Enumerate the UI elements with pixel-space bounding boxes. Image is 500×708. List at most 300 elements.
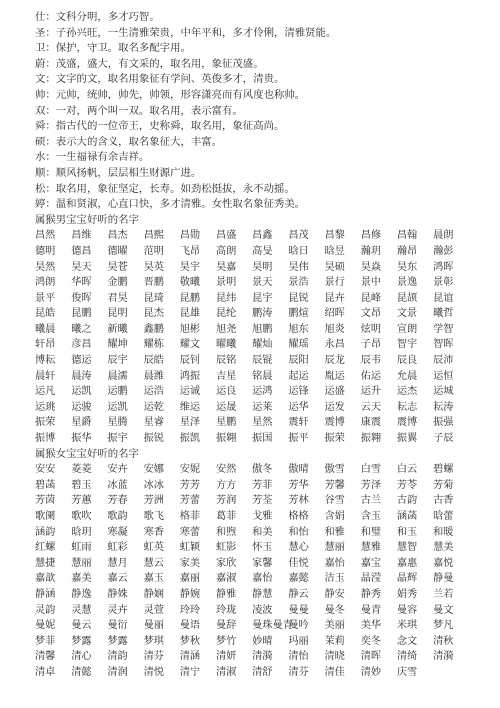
name-cell: 昆琦 [143,292,164,304]
name-cell: 灵韵 [35,604,56,616]
name-cell: 洁玉 [324,573,345,585]
name-cell: 昆明 [107,308,128,320]
name-cell: 昆鹏 [179,292,201,304]
name-cell: 嘉宝 [360,557,382,569]
name-cell: 茉莉 [324,635,345,647]
name-cell: 慧丽 [71,557,92,569]
name-cell: 振宇 [107,433,128,445]
name-cell: 瀚玥 [360,245,382,257]
name-cell: 运鹏 [107,386,128,398]
name-cell: 曼容 [396,604,418,616]
name-cell: 谷雪 [324,495,345,507]
name-cell: 曼衍 [107,620,128,632]
name-cell: 星腾 [107,417,128,429]
name-cell: 鸿晖 [433,261,454,273]
name-cell: 旭彬 [179,323,201,335]
name-cell: 昌茂 [288,230,309,242]
name-cell: 昊嘉 [215,261,237,273]
name-cell: 运凡 [35,386,56,398]
name-cell: 昊硕 [324,261,345,273]
name-cell: 冰冰 [143,479,164,491]
name-cell: 吉星 [215,370,237,382]
name-cell: 昆杰 [143,308,164,320]
name-cell: 慧心 [288,542,309,554]
name-cell: 碧菡 [35,479,56,491]
name-cell: 耀灿 [252,339,273,351]
name-cell: 碧螺 [433,464,454,476]
name-cell: 晶滢 [360,573,382,585]
name-cell: 耀坤 [107,339,128,351]
name-cell: 昊天 [71,261,92,273]
name-cell: 辰韦 [360,355,382,367]
name-cell: 家馨 [252,557,273,569]
name-cell: 晨涛 [71,370,92,382]
name-cell: 华晖 [71,277,92,289]
name-cell: 彦昌 [71,339,92,351]
name-cell: 慧美 [433,542,454,554]
name-cell: 旭鹏 [252,323,273,335]
name-cell: 星泽 [179,417,201,429]
name-cell: 晗蕾 [433,511,454,522]
name-cell: 运凯 [107,401,128,413]
name-cell: 美丽 [324,620,345,632]
name-cell: 嘉怡 [252,573,273,585]
name-cell: 震博 [396,417,418,429]
name-cell: 清润 [107,666,128,678]
name-cell: 晋鹏 [143,277,164,289]
name-cell: 旭尧 [215,323,237,335]
name-cell: 曼文 [433,604,454,616]
name-cell: 清芬 [288,666,309,678]
name-cell: 虹雨 [71,542,92,554]
name-cell: 和璧 [360,526,382,538]
name-cell: 永昌 [324,339,345,351]
girl-names-heading: 属猴女宝宝好听的名字 [35,447,139,460]
name-cell: 景彰 [433,277,454,289]
name-cell: 昌勋 [179,230,201,242]
name-cell: 昆鹏 [71,308,92,320]
name-cell: 震博 [324,417,345,429]
name-cell: 清妙 [360,666,382,678]
name-cell: 晨濡 [107,370,128,382]
name-cell: 铭晨 [252,370,273,382]
name-cell: 静姝 [107,588,128,600]
name-cell: 静曼 [433,573,454,585]
name-cell: 静涵 [35,588,56,600]
name-cell: 博耘 [35,355,56,367]
name-cell: 旭炎 [324,323,345,335]
name-cell: 昆雄 [179,308,201,320]
name-cell: 运珧 [35,401,56,413]
name-cell: 嘉丽 [179,573,201,585]
name-cell: 星鹏 [215,417,237,429]
definition-item: 顺：顺风扬帆，层层相生财源广进。 [35,166,202,179]
name-cell: 清漪 [433,651,454,663]
name-cell: 辰沛 [433,355,454,367]
name-cell: 芳茵 [35,495,56,507]
name-cell: 旭东 [288,323,309,335]
name-cell: 和雅 [324,526,345,538]
name-cell: 慧月 [107,557,128,569]
name-cell: 俊晖 [71,292,92,304]
name-cell: 振锐 [143,433,164,445]
name-cell: 家美 [179,557,201,569]
name-cell: 振翱 [215,433,237,445]
name-cell: 清悦 [143,666,164,678]
name-cell: 寒凝 [107,526,128,538]
name-cell: 起运 [288,370,309,382]
name-cell: 红螺 [35,542,56,554]
name-cell: 和煦 [215,526,237,538]
name-cell: 清涵 [179,651,201,663]
name-cell: 震轩 [288,417,309,429]
name-cell: 辰宇 [107,355,128,367]
name-cell: 晶辉 [396,573,418,585]
name-cell: 安然 [215,464,237,476]
name-cell: 格菲 [179,511,201,522]
name-cell: 嘉悦 [433,557,454,569]
name-cell: 方方 [215,479,237,491]
name-cell: 怀玉 [252,542,273,554]
name-cell: 鹏涛 [252,308,273,320]
name-cell: 振荣 [35,417,56,429]
name-cell: 绍晖 [324,308,345,320]
name-cell: 鸿朗 [35,277,56,289]
name-cell: 白云 [396,464,418,476]
name-cell: 晨朗 [433,230,454,242]
name-cell: 虹影 [215,542,237,554]
name-cell: 歌飞 [143,511,164,522]
name-cell: 佑运 [360,370,382,382]
name-cell: 芳芳 [179,479,201,491]
name-cell: 曼语 [179,620,201,632]
name-cell: 嘉怡 [324,557,345,569]
name-cell: 嘉云 [107,573,128,585]
name-cell: 芳华 [288,479,309,491]
name-cell: 静云 [288,588,309,600]
name-cell: 寒蕾 [179,526,201,538]
name-cell: 运凯 [71,386,92,398]
name-cell: 碧玉 [71,479,92,491]
name-cell: 凌波 [252,604,273,616]
name-cell: 玲玲 [179,604,201,616]
definition-item: 帅：元帅，统帅，帅先，帅领，形容潇亮而有风度也称帅。 [35,88,306,101]
name-cell: 运浩 [143,386,164,398]
definition-item: 舜：指古代的一位帝王，史称舜，取名用，象征高尚。 [35,120,285,133]
name-cell: 清漪 [252,651,273,663]
name-cell: 曼冬 [324,604,345,616]
name-cell: 慧丽 [324,542,345,554]
name-cell: 清懿 [71,666,92,678]
name-cell: 静慧 [252,588,273,600]
name-cell: 振国 [252,433,273,445]
name-cell: 运鸿 [252,386,273,398]
name-cell: 德昌 [71,245,92,257]
name-cell: 佳悦 [288,557,309,569]
name-cell: 轩昂 [35,339,56,351]
name-cell: 昌鑫 [252,230,273,242]
name-cell: 昆谊 [433,292,454,304]
name-cell: 德运 [71,355,92,367]
name-cell: 清心 [71,651,92,663]
name-cell: 玲珑 [215,604,237,616]
name-cell: 清佳 [324,666,345,678]
name-cell: 芳菲 [252,479,273,491]
definition-item: 圣：子孙兴旺，一生清雅荣贵，中年平和，多才伶俐，清雅贤能。 [35,26,337,39]
name-cell: 昊伟 [288,261,309,273]
definition-item: 卫：保护，守卫。取名多配字用。 [35,42,191,55]
name-cell: 灵萱 [143,604,164,616]
name-cell: 振平 [288,433,309,445]
name-cell: 文景 [396,308,418,320]
name-cell: 运锋 [288,386,309,398]
name-cell: 范明 [143,245,164,257]
boy-names-heading: 属猴男宝宝好听的名字 [35,213,139,226]
name-cell: 妙晴 [252,635,273,647]
name-cell: 梦露 [71,635,92,647]
name-cell: 歌阑 [35,511,56,522]
name-cell: 芳苓 [396,479,418,491]
name-cell: 运晟 [215,401,237,413]
name-cell: 辰皓 [143,355,164,367]
name-cell: 晗昱 [324,245,345,257]
name-cell: 玛丽 [288,635,309,647]
name-cell: 运城 [433,386,454,398]
name-cell: 允晨 [396,370,418,382]
definition-item: 蔚：茂盛，盛大，有文采的，取名用，象征茂盛。 [35,57,264,70]
name-cell: 运恒 [433,370,454,382]
name-cell: 静雅 [215,588,237,600]
name-cell: 金鹏 [107,277,128,289]
name-cell: 古兰 [360,495,382,507]
name-cell: 芳洲 [143,495,164,507]
name-cell: 景中 [360,277,382,289]
name-cell: 清晓 [324,651,345,663]
name-cell: 曼珠曼青 [252,620,293,632]
name-cell: 灵卉 [107,604,128,616]
name-cell: 昌杰 [107,230,128,242]
name-cell: 虹彩 [107,542,128,554]
name-cell: 耀文 [179,339,201,351]
name-cell: 辰良 [396,355,418,367]
name-cell: 振荣 [324,433,345,445]
name-cell: 曜曦 [215,339,237,351]
name-cell: 德曜 [107,245,128,257]
name-cell: 曼青 [360,604,382,616]
name-cell: 米琪 [396,620,418,632]
name-cell: 歌吹 [71,511,92,522]
name-cell: 胤运 [324,370,345,382]
name-cell: 静逸 [71,588,92,600]
name-cell: 美华 [360,620,382,632]
name-cell: 运良 [215,386,237,398]
name-cell: 清晖 [360,651,382,663]
name-cell: 清芬 [143,651,164,663]
name-cell: 运盛 [324,386,345,398]
name-cell: 清怡 [288,651,309,663]
name-cell: 庆雪 [396,666,418,678]
name-cell: 静安 [324,588,345,600]
name-cell: 清舒 [252,666,273,678]
name-cell: 梦竹 [215,635,237,647]
name-cell: 运发 [324,401,345,413]
name-cell: 安妮 [179,464,201,476]
name-cell: 曦哲 [433,308,454,320]
name-cell: 运华 [288,401,309,413]
name-cell: 梦露 [107,635,128,647]
name-cell: 和玉 [396,526,418,538]
name-cell: 文昂 [360,308,382,320]
name-cell: 振翼 [396,433,418,445]
name-cell: 清卓 [35,666,56,678]
name-cell: 清宁 [179,666,201,678]
name-cell: 昆卉 [324,292,345,304]
name-cell: 耀瑶 [288,339,309,351]
name-cell: 学智 [433,323,454,335]
definition-item: 松：取名用，象征坚定，长寿。如劲松挺拔，永不动摇。 [35,182,295,195]
name-cell: 曼云 [71,620,92,632]
girl-names-grid [35,462,488,680]
name-cell: 静婉 [179,588,201,600]
name-cell: 含娟 [324,511,345,522]
name-cell: 昌维 [71,230,92,242]
name-cell: 飞昂 [179,245,201,257]
name-cell: 景明 [215,277,237,289]
name-cell: 昆纬 [215,292,237,304]
name-cell: 寒香 [143,526,164,538]
name-cell: 辰钊 [179,355,201,367]
name-cell: 静娴 [143,588,164,600]
name-cell: 芳蕾 [179,495,201,507]
name-cell: 傲冬 [252,464,273,476]
name-cell: 昊然 [35,261,56,273]
name-cell: 梦凡 [433,620,454,632]
name-cell: 昊宇 [179,261,201,273]
name-cell: 瀚彭 [433,245,454,257]
name-cell: 星睿 [143,417,164,429]
name-cell: 虹英 [143,542,164,554]
name-cell: 傲雪 [324,464,345,476]
name-cell: 曼妮 [35,620,56,632]
name-cell: 涵韵 [35,526,56,538]
name-cell: 昆峰 [360,292,382,304]
name-cell: 辰龙 [324,355,345,367]
name-cell: 清绮 [396,651,418,663]
name-cell: 晨潍 [143,370,164,382]
definition-item: 婷：温和贤淑，心直口快，多才清雅。女性取名象征秀美。 [35,198,306,211]
name-cell: 炫明 [360,323,382,335]
name-cell: 和美 [252,526,273,538]
name-cell: 曼丽 [143,620,164,632]
name-cell: 嘉淑 [215,573,237,585]
name-cell: 景浩 [288,277,309,289]
name-cell: 星爵 [71,417,92,429]
name-cell: 振强 [433,417,454,429]
name-cell: 振博 [35,433,56,445]
name-cell: 古香 [433,495,454,507]
name-cell: 辰铭 [215,355,237,367]
name-cell: 辰锟 [252,355,273,367]
name-cell: 鹏煊 [288,308,309,320]
name-cell: 灵慧 [71,604,92,616]
name-cell: 昌熙 [143,230,164,242]
name-cell: 敬曦 [179,277,201,289]
name-cell: 运诚 [179,386,201,398]
name-cell: 芳泽 [360,479,382,491]
name-cell: 慧云 [143,557,164,569]
name-cell: 昊苍 [107,261,128,273]
definition-list [35,10,488,213]
name-cell: 清韵 [107,651,128,663]
name-cell: 慧捷 [35,557,56,569]
name-cell: 运莱 [252,401,273,413]
definition-item: 硕：表示大的含义，取名象征大，丰富。 [35,135,223,148]
name-cell: 含玉 [360,511,382,522]
name-cell: 晨轩 [35,370,56,382]
name-cell: 鑫鹏 [143,323,164,335]
name-cell: 曼吟 [288,620,309,632]
name-cell: 康震 [360,417,382,429]
name-cell: 嘉歆 [35,573,56,585]
name-cell: 芳菊 [433,479,454,491]
name-cell: 晗玥 [71,526,92,538]
name-cell: 曼曼 [288,604,309,616]
name-cell: 昊焱 [360,261,382,273]
name-cell: 和怡 [288,526,309,538]
name-cell: 曼辞 [215,620,237,632]
name-cell: 昆皓 [35,308,56,320]
name-cell: 昊明 [252,261,273,273]
definition-item: 水：一生福禄有余吉祥。 [35,151,150,164]
name-cell: 梦秋 [179,635,201,647]
name-cell: 昌盛 [215,230,237,242]
name-cell: 宣朗 [396,323,418,335]
name-cell: 昌修 [360,230,382,242]
name-cell: 景平 [35,292,56,304]
name-cell: 芳林 [288,495,309,507]
name-cell: 鸿振 [179,370,201,382]
name-cell: 智宇 [396,339,418,351]
name-cell: 云天 [360,401,382,413]
name-cell: 嘉美 [71,573,92,585]
name-cell: 古韵 [396,495,418,507]
name-cell: 昆颉 [396,292,418,304]
name-cell: 昆锐 [288,292,309,304]
name-cell: 奕冬 [360,635,382,647]
name-cell: 耀栋 [143,339,164,351]
name-cell: 傲晴 [288,464,309,476]
name-cell: 涵菡 [396,511,418,522]
name-cell: 景行 [324,277,345,289]
name-cell: 星然 [252,417,273,429]
boy-names-grid [35,228,488,446]
name-cell: 昆纶 [215,308,237,320]
name-cell: 昌黎 [324,230,345,242]
name-cell: 君昊 [107,292,128,304]
name-cell: 歌韵 [107,511,128,522]
name-cell: 芳荃 [252,495,273,507]
name-cell: 安娜 [143,464,164,476]
name-cell: 静秀 [360,588,382,600]
name-cell: 曦晨 [35,323,56,335]
name-cell: 娟秀 [396,588,418,600]
name-cell: 嘉懿 [288,573,309,585]
name-cell: 昌翰 [396,230,418,242]
name-cell: 芳润 [215,495,237,507]
name-cell: 高旻 [252,245,273,257]
name-cell: 白雪 [360,464,382,476]
name-cell: 运乾 [143,401,164,413]
